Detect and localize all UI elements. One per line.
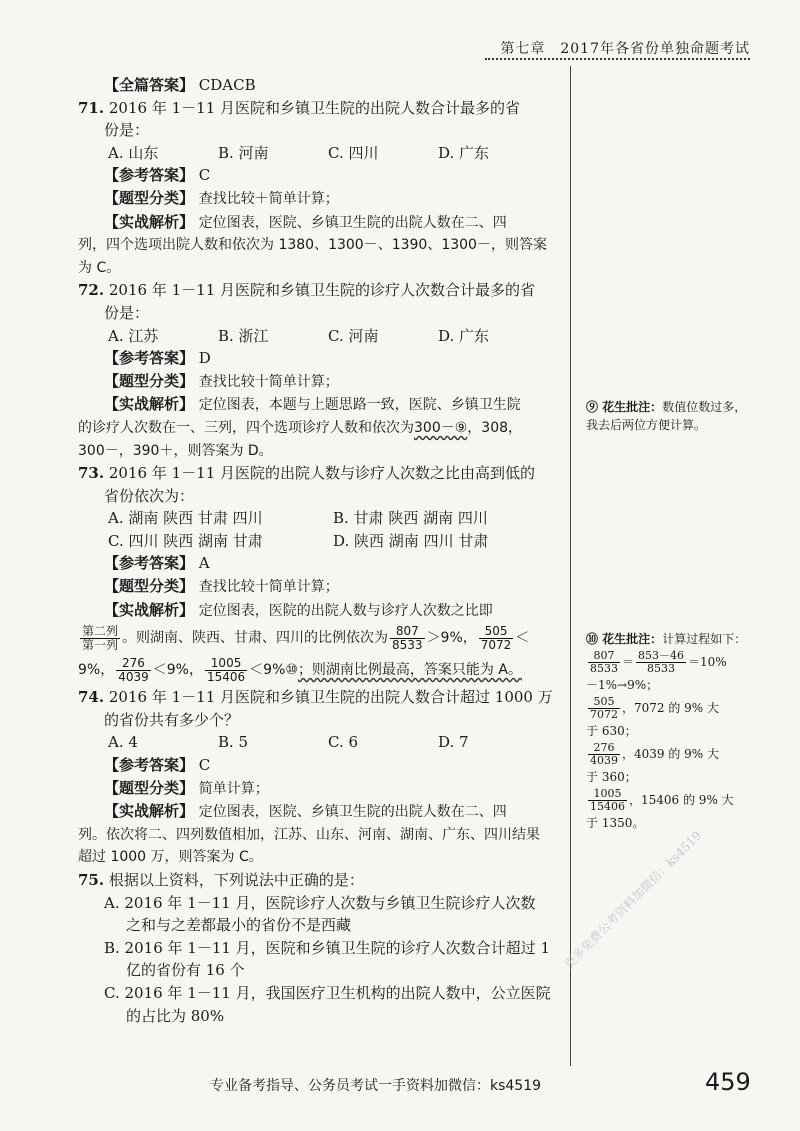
q73-compare-4: ＜9%⑩ [249, 662, 298, 679]
q73-column-fraction: $\frac{\text{第二列}}{\text{第一列}}$ [82, 623, 119, 652]
note10-t4b: 于 360； [586, 770, 637, 784]
q71-type: 查找比较＋简单计算； [198, 190, 339, 207]
note10-label: ⑩ 花生批注： [586, 632, 663, 646]
q73-fraction-gansu: $\frac{276}{4039}$ [118, 655, 149, 684]
q74-option-c: C. 6 [328, 733, 359, 752]
q72-stem: 2016 年 1－11 月医院和乡镇卫生院的诊疗人次数合计最多的省 [108, 281, 536, 300]
q74-analysis-2: 列。依次将二、四列数值相加，江苏、山东、河南、湖南、广东、四川结果 [78, 826, 540, 843]
side-note-10 [586, 630, 761, 832]
q75-number: 75. [78, 871, 105, 889]
q73-option-a: A. 湖南 陕西 甘肃 四川 [108, 509, 263, 528]
q75-option-c-2: 的占比为 80% [126, 1006, 225, 1025]
q74-type-tag: 【题型分类】 [104, 778, 195, 797]
q71-stem-cont: 份是： [104, 121, 150, 140]
q72-option-b: B. 浙江 [218, 326, 269, 345]
q74-option-b: B. 5 [218, 733, 249, 752]
q72-analysis-2a: 的诊疗人次数在一、三列，四个选项诊疗人数和依次为 [78, 419, 414, 436]
q73-analysis-3: ；则湖南比例最高，答案只能为 A。 [297, 662, 522, 679]
q73-options-row2 [78, 530, 563, 553]
q74-stem: 2016 年 1－11 月医院和乡镇卫生院的出院人数合计超过 1000 万 [108, 688, 553, 707]
note10-line-2: －1%→9%； [586, 678, 659, 692]
q75-option-a-1: A. 2016 年 1－11 月，医院诊疗人次数与乡镇卫生院诊疗人次数 [104, 893, 536, 912]
q73-stem-cont: 省份依次为： [104, 486, 195, 505]
q74-analysis-1: 定位图表，医院、乡镇卫生院的出院人数在二、四 [198, 804, 507, 821]
watermark: 更多免费公考资料加微信：ks4519 [561, 828, 705, 972]
q72-type-tag: 【题型分类】 [104, 371, 195, 390]
q73-answer-tag: 【参考答案】 [104, 554, 195, 573]
full-answer-tag: 【全篇答案】 [104, 76, 195, 94]
q74-analysis-tag: 【实战解析】 [104, 802, 195, 821]
q71-options [78, 142, 563, 165]
q72-analysis-tag: 【实战解析】 [104, 395, 195, 414]
q72-option-c: C. 河南 [328, 326, 379, 345]
q72-option-d: D. 广东 [438, 326, 490, 345]
q75-option-c-1: C. 2016 年 1－11 月，我国医疗卫生机构的出院人数中，公立医院 [104, 983, 551, 1002]
q71-option-d: D. 广东 [438, 143, 490, 162]
q74-type: 简单计算； [198, 780, 269, 797]
q73-type-tag: 【题型分类】 [104, 577, 195, 596]
q71-analysis-1: 定位图表，医院、乡镇卫生院的出院人数在二、四 [198, 214, 507, 231]
header-divider [485, 58, 750, 60]
q71-analysis-3: 为 C。 [78, 259, 121, 276]
q73-analysis-1: 定位图表，医院的出院人数与诊疗人次数之比即 [198, 602, 493, 619]
q72-analysis-3: 300－，390＋，则答案为 D。 [78, 442, 273, 459]
q71-answer: C [198, 166, 211, 185]
q75-option-b-1: B. 2016 年 1－11 月，医院和乡镇卫生院的诊疗人次数合计超过 1 [104, 938, 550, 957]
note10-t3a: ，7072 的 9% 大 [622, 701, 720, 715]
q73-option-c: C. 四川 陕西 湖南 甘肃 [108, 531, 263, 550]
q75-stem: 根据以上资料，下列说法中正确的是： [108, 871, 364, 889]
q73-type: 查找比较十简单计算； [198, 579, 339, 596]
note10-fraction-4: $\frac{276}{4039}$ [590, 741, 618, 767]
q73-option-d: D. 陕西 湖南 四川 甘肃 [333, 531, 489, 550]
main-content [78, 74, 563, 1027]
note9-label: ⑨ 花生批注： [586, 400, 663, 414]
q71-option-c: C. 四川 [328, 143, 379, 162]
q74-option-d: D. 7 [438, 733, 469, 752]
note10-fraction-5: $\frac{1005}{15406}$ [590, 787, 625, 813]
q75-option-b-2: 亿的省份有 16 个 [126, 961, 245, 980]
q74-analysis-3: 超过 1000 万，则答案为 C。 [78, 849, 263, 866]
q72-answer: D [198, 349, 211, 368]
q72-number: 72. [78, 281, 105, 300]
note10-fraction-1: $\frac{807}{8533}$ [590, 649, 618, 675]
q72-stem-cont: 份是： [104, 303, 150, 322]
q73-nine: 9%， [78, 662, 115, 679]
note10-t3b: 于 630； [586, 724, 637, 738]
note10-fraction-2: $\frac{853-46}{8533}$ [638, 649, 685, 675]
note10-t5b: 于 1350。 [586, 816, 645, 830]
q71-option-b: B. 河南 [218, 143, 269, 162]
q71-analysis-2: 列，四个选项出院人数和依次为 1380、1300－、1390、1300－，则答案 [78, 237, 547, 254]
q71-type-tag: 【题型分类】 [104, 188, 195, 207]
margin-divider [570, 66, 571, 1066]
full-answer-text: CDACB [198, 76, 256, 94]
page-number: 459 [705, 1068, 751, 1096]
q72-analysis-2b: 300－⑨ [414, 419, 468, 436]
note10-t4a: ，4039 的 9% 大 [622, 747, 720, 761]
q74-stem-cont: 的省份共有多少个？ [104, 710, 240, 729]
note9-text-2: 我去后两位方便计算。 [586, 418, 707, 432]
q71-option-a: A. 山东 [108, 143, 159, 162]
note10-fraction-3: $\frac{505}{7072}$ [590, 695, 618, 721]
q74-option-a: A. 4 [108, 733, 138, 752]
q72-analysis-2c: ，308， [467, 419, 523, 436]
q71-stem: 2016 年 1－11 月医院和乡镇卫生院的出院人数合计最多的省 [108, 98, 521, 117]
q73-fraction-shaanxi: $\frac{505}{7072}$ [480, 623, 512, 652]
q72-analysis-1: 定位图表，本题与上题思路一致，医院、乡镇卫生院 [198, 397, 521, 414]
q72-type: 查找比较十简单计算； [198, 373, 339, 390]
q73-compare-3: ＜9%， [152, 662, 203, 679]
note10-eq: ＝ [622, 655, 635, 669]
q72-options [78, 325, 563, 348]
q73-answer: A [198, 554, 210, 573]
footer-text: 专业备考指导、公务员考试一手资料加微信：ks4519 [210, 1078, 542, 1094]
q71-answer-tag: 【参考答案】 [104, 166, 195, 185]
q73-options-row1 [78, 507, 563, 530]
note10-t5a: ，15406 的 9% 大 [629, 793, 734, 807]
note10-text: 计算过程如下： [662, 632, 747, 646]
q73-analysis-tag: 【实战解析】 [104, 600, 195, 619]
q73-fraction-hunan: $\frac{807}{8533}$ [392, 623, 423, 652]
q73-number: 73. [78, 464, 105, 483]
q73-compare-1: ＞9%， [426, 630, 477, 647]
q74-answer: C [198, 756, 211, 775]
q73-analysis-2: 。则湖南、陕西、甘肃、四川的比例依次为 [122, 630, 389, 647]
q74-answer-tag: 【参考答案】 [104, 756, 195, 775]
note9-text-1: 数值位数过多， [662, 400, 747, 414]
q74-number: 74. [78, 688, 105, 707]
side-note-9 [586, 398, 761, 434]
note10-eq2: ＝10% [688, 655, 727, 669]
q72-option-a: A. 江苏 [108, 326, 159, 345]
q73-option-b: B. 甘肃 陕西 湖南 四川 [333, 509, 488, 528]
q73-stem: 2016 年 1－11 月医院的出院人数与诊疗人次数之比由高到低的 [108, 464, 536, 483]
q73-compare-2: ＜ [515, 630, 530, 647]
q72-answer-tag: 【参考答案】 [104, 349, 195, 368]
q71-number: 71. [78, 98, 105, 117]
q74-options [78, 731, 563, 754]
q75-option-a-2: 之和与之差都最小的省份不是西藏 [126, 916, 352, 935]
chapter-header: 第七章 2017年各省份单独命题考试 [500, 41, 750, 57]
q71-analysis-tag: 【实战解析】 [104, 212, 195, 231]
q73-fraction-sichuan: $\frac{1005}{15406}$ [206, 655, 246, 684]
